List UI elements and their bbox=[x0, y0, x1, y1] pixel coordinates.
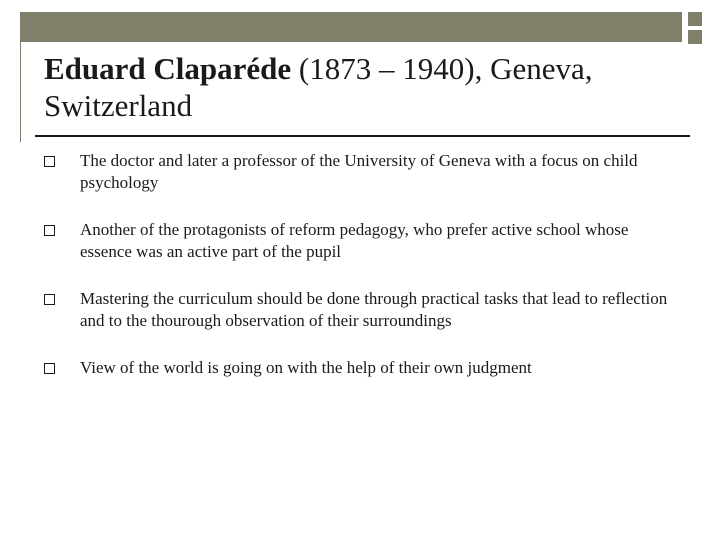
bullet-text: The doctor and later a professor of the University of Geneva with a focus on child psychology bbox=[80, 151, 638, 192]
checkbox-square-icon bbox=[44, 156, 55, 167]
slide-title bbox=[44, 50, 684, 124]
bullet-text: View of the world is going on with the help of their own judgment bbox=[80, 358, 532, 377]
corner-square-icon bbox=[688, 30, 702, 44]
header-band bbox=[20, 12, 682, 42]
bullet-item bbox=[44, 288, 684, 332]
checkbox-square-icon bbox=[44, 225, 55, 236]
corner-square-icon bbox=[688, 12, 702, 26]
bullet-item bbox=[44, 357, 684, 379]
checkbox-square-icon bbox=[44, 363, 55, 374]
title-divider bbox=[35, 135, 690, 137]
bullet-item bbox=[44, 219, 684, 263]
bullet-list bbox=[44, 150, 684, 404]
bullet-text: Mastering the curriculum should be done through practical tasks that lead to reflection and to the thourough observation of their surroundings bbox=[80, 289, 668, 330]
left-accent-line bbox=[20, 42, 21, 142]
bullet-text: Another of the protagonists of reform pedagogy, who prefer active school whose essence was an active part of the pupil bbox=[80, 220, 629, 261]
checkbox-square-icon bbox=[44, 294, 55, 305]
title-rest: (1873 – 1940), Geneva, Switzerland bbox=[44, 51, 593, 123]
bullet-item bbox=[44, 150, 684, 194]
title-name: Eduard Claparéde bbox=[44, 51, 292, 86]
